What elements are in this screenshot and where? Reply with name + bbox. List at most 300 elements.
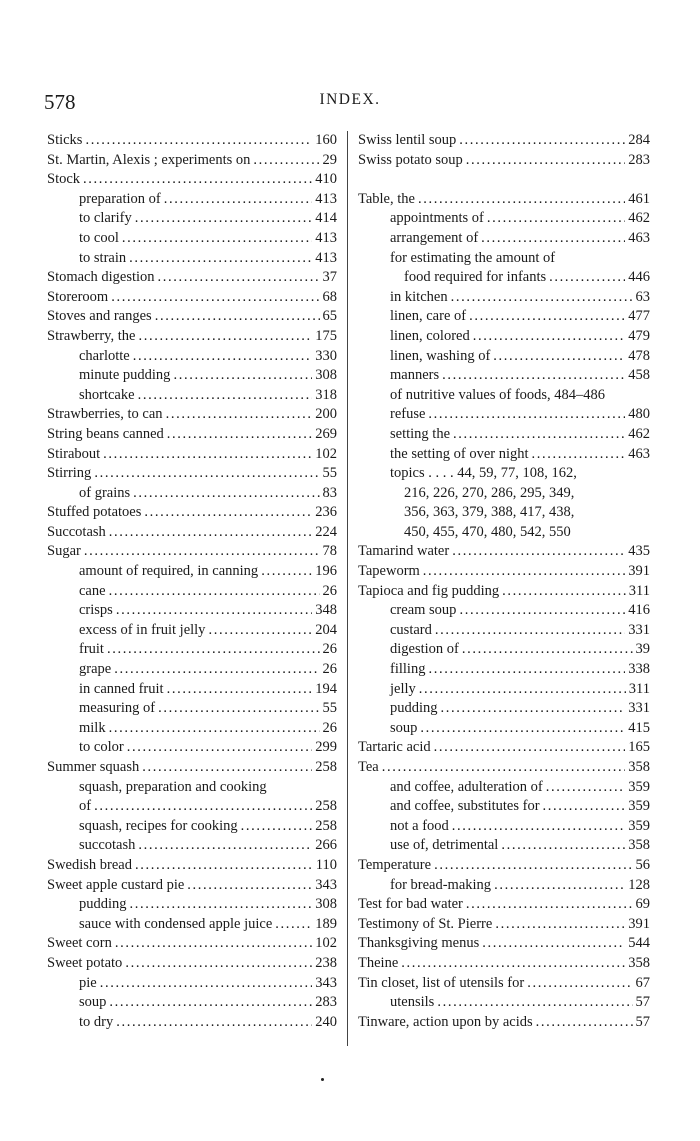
entry-label: Sticks	[47, 132, 83, 148]
index-entry	[47, 151, 337, 171]
index-entry	[47, 915, 337, 935]
leader-dots	[115, 934, 312, 954]
entry-label: squash, recipes for cooking	[79, 817, 238, 834]
entry-label: Swiss lentil soup	[358, 132, 457, 148]
entry-page-number: 462	[628, 425, 650, 442]
entry-page-number: 57	[635, 994, 650, 1011]
leader-dots	[442, 366, 625, 386]
entry-page-number: 311	[628, 680, 650, 697]
entry-label: the setting of over night	[390, 445, 529, 462]
entry-label: appointments of	[390, 210, 484, 227]
leader-dots	[546, 778, 626, 798]
entry-label: Tea	[358, 759, 379, 775]
entry-page-number: 258	[315, 798, 337, 815]
entry-label: Strawberry, the	[47, 327, 136, 344]
leader-dots	[452, 542, 625, 562]
leader-dots	[420, 719, 625, 739]
index-entry	[47, 895, 337, 915]
entry-page-number: 26	[322, 582, 337, 599]
leader-dots	[261, 562, 312, 582]
leader-dots	[549, 268, 625, 288]
leader-dots	[482, 934, 625, 954]
leader-dots	[125, 954, 312, 974]
entry-page-number: 348	[315, 602, 337, 619]
entry-page-number: 110	[315, 856, 337, 873]
index-entry	[47, 386, 337, 406]
index-entry	[358, 719, 650, 739]
index-entry	[47, 170, 337, 190]
entry-page-number: 331	[628, 621, 650, 638]
entry-label: Testimony of St. Pierre	[358, 915, 493, 932]
entry-page-number: 331	[628, 700, 650, 717]
index-entry	[47, 778, 337, 798]
index-entry	[358, 876, 650, 896]
entry-label: Summer squash	[47, 759, 140, 775]
entry-page-number: 359	[628, 798, 650, 815]
index-column-right	[358, 131, 650, 1032]
index-entry	[358, 817, 650, 837]
entry-label: digestion of	[390, 641, 459, 658]
entry-page-number: 415	[628, 719, 650, 736]
leader-dots	[138, 386, 313, 406]
leader-dots	[83, 170, 312, 190]
entry-label: Stock	[47, 171, 81, 188]
index-entry	[47, 974, 337, 994]
index-entry	[47, 425, 337, 445]
entry-label: measuring of	[79, 700, 156, 717]
entry-label: 216, 226, 270, 286, 295, 349,	[404, 484, 575, 501]
index-entry	[358, 249, 650, 269]
leader-dots	[241, 817, 313, 837]
leader-dots	[495, 915, 625, 935]
entry-label: refuse	[390, 406, 426, 423]
leader-dots	[441, 699, 626, 719]
entry-page-number: 359	[628, 817, 650, 834]
entry-label: Stuffed potatoes	[47, 504, 142, 521]
index-entry	[358, 425, 650, 445]
index-entry	[358, 660, 650, 680]
entry-label: shortcake	[79, 386, 135, 403]
entry-label: Swiss potato soup	[358, 151, 463, 168]
leader-dots	[532, 445, 626, 465]
entry-page-number: 358	[628, 837, 650, 854]
index-entry	[358, 366, 650, 386]
leader-dots	[469, 307, 625, 327]
entry-page-number: 461	[628, 190, 650, 207]
leader-dots	[435, 621, 625, 641]
leader-dots	[135, 209, 313, 229]
entry-page-number: 69	[635, 896, 650, 913]
index-entry	[47, 876, 337, 896]
leader-dots	[135, 856, 313, 876]
index-entry	[358, 523, 650, 543]
entry-label: Succotash	[47, 523, 106, 540]
index-entry	[47, 719, 337, 739]
entry-label: for estimating the amount of	[390, 249, 556, 266]
entry-page-number: 238	[315, 954, 337, 971]
entry-label: linen, colored	[390, 327, 470, 344]
index-entry	[358, 738, 650, 758]
entry-page-number: 78	[322, 543, 337, 560]
entry-page-number: 284	[628, 132, 650, 148]
leader-dots	[494, 876, 625, 896]
entry-label: 356, 363, 379, 388, 417, 438,	[404, 504, 575, 521]
leader-dots	[158, 268, 320, 288]
index-entry	[358, 778, 650, 798]
entry-label: cane	[79, 582, 106, 599]
leader-dots	[502, 582, 626, 602]
leader-dots	[428, 660, 625, 680]
leader-dots	[107, 640, 320, 660]
entry-page-number: 413	[315, 190, 337, 207]
entry-page-number: 57	[635, 1013, 650, 1030]
entry-page-number: 29	[322, 151, 337, 168]
entry-page-number: 128	[628, 876, 650, 893]
index-entry	[47, 797, 337, 817]
index-entry	[358, 503, 650, 523]
index-entry	[47, 621, 337, 641]
running-head: INDEX.	[319, 91, 381, 108]
index-entry	[47, 758, 337, 778]
index-entry	[47, 405, 337, 425]
leader-dots	[527, 974, 632, 994]
index-entry	[358, 699, 650, 719]
entry-label: milk	[79, 719, 106, 736]
entry-label: soup	[390, 719, 418, 736]
entry-label: pudding	[79, 896, 127, 913]
entry-page-number: 479	[628, 327, 650, 344]
entry-label: and coffee, substitutes for	[390, 798, 540, 815]
index-entry	[47, 993, 337, 1013]
entry-label: Tapeworm	[358, 563, 420, 580]
entry-page-number: 358	[628, 759, 650, 775]
index-entry	[47, 131, 337, 151]
entry-page-number: 200	[315, 406, 337, 423]
entry-page-number: 65	[322, 308, 337, 325]
leader-dots	[434, 738, 626, 758]
leader-dots	[419, 680, 626, 700]
entry-label: Sweet apple custard pie	[47, 876, 185, 893]
entry-label: Tartaric acid	[358, 739, 431, 756]
entry-label: fruit	[79, 641, 104, 658]
entry-page-number: 283	[628, 151, 650, 168]
index-entry	[47, 954, 337, 974]
entry-label: minute pudding	[79, 367, 171, 384]
entry-label: pie	[79, 974, 97, 991]
entry-label: jelly	[390, 680, 416, 697]
entry-page-number: 311	[628, 582, 650, 599]
entry-label: in kitchen	[390, 288, 448, 305]
index-entry	[358, 229, 650, 249]
leader-dots	[543, 797, 626, 817]
index-entry	[47, 307, 337, 327]
index-entry	[358, 954, 650, 974]
entry-page-number: 55	[322, 700, 337, 717]
index-column-left	[47, 131, 337, 1032]
entry-label: in canned fruit	[79, 680, 164, 697]
leader-dots	[114, 660, 319, 680]
entry-label: Theine	[358, 954, 399, 971]
leader-dots	[466, 895, 633, 915]
entry-page-number: 308	[315, 367, 337, 384]
entry-label: food required for infants	[404, 269, 547, 286]
index-entry	[358, 836, 650, 856]
entry-label: Tinware, action upon by acids	[358, 1013, 533, 1030]
index-entry	[358, 640, 650, 660]
entry-page-number: 68	[322, 288, 337, 305]
entry-page-number: 189	[315, 915, 337, 932]
entry-page-number: 410	[315, 171, 337, 188]
index-entry	[358, 151, 650, 171]
leader-dots	[382, 758, 626, 778]
entry-page-number: 240	[315, 1013, 337, 1030]
entry-label: 450, 455, 470, 480, 542, 550	[404, 523, 571, 540]
entry-page-number: 37	[322, 269, 337, 286]
index-entry	[47, 582, 337, 602]
leader-dots	[127, 738, 313, 758]
leader-dots	[142, 758, 312, 778]
entry-page-number: 391	[628, 563, 650, 580]
entry-label: succotash	[79, 837, 136, 854]
entry-page-number: 26	[322, 641, 337, 658]
entry-label: Sweet corn	[47, 935, 112, 952]
leader-dots	[418, 190, 625, 210]
entry-page-number: 160	[315, 132, 337, 148]
index-entry	[47, 327, 337, 347]
entry-label: and coffee, adulteration of	[390, 778, 543, 795]
index-entry	[358, 856, 650, 876]
entry-label: setting the	[390, 425, 451, 442]
entry-label: St. Martin, Alexis ; experiments on	[47, 151, 251, 168]
leader-dots	[100, 974, 313, 994]
entry-page-number: 308	[315, 896, 337, 913]
entry-label: Stomach digestion	[47, 269, 155, 286]
entry-label: of grains	[79, 484, 131, 501]
index-entry	[358, 327, 650, 347]
index-entry	[47, 1013, 337, 1033]
entry-page-number: 204	[315, 621, 337, 638]
leader-dots	[138, 836, 312, 856]
entry-label: grape	[79, 661, 112, 678]
leader-dots	[94, 464, 319, 484]
entry-label: Swedish bread	[47, 856, 132, 873]
leader-dots	[473, 327, 626, 347]
entry-page-number: 478	[628, 347, 650, 364]
entry-page-number: 83	[322, 484, 337, 501]
entry-label: Test for bad water	[358, 896, 463, 913]
entry-page-number: 194	[315, 680, 337, 697]
index-entry	[47, 249, 337, 269]
entry-label: linen, care of	[390, 308, 467, 325]
entry-label: to strain	[79, 249, 127, 266]
entry-page-number: 480	[628, 406, 650, 423]
index-entry	[358, 680, 650, 700]
entry-label: Stirring	[47, 465, 92, 482]
leader-dots	[116, 601, 312, 621]
entry-label: pudding	[390, 700, 438, 717]
leader-dots	[111, 288, 319, 308]
entry-page-number: 391	[628, 915, 650, 932]
entry-page-number: 39	[635, 641, 650, 658]
index-entry	[358, 974, 650, 994]
index-entry	[47, 268, 337, 288]
index-entry	[358, 209, 650, 229]
entry-page-number: 175	[315, 327, 337, 344]
entry-label: of	[79, 798, 92, 815]
entry-page-number: 63	[635, 288, 650, 305]
entry-page-number: 224	[315, 523, 337, 540]
leader-dots	[94, 797, 312, 817]
entry-label: use of, detrimental	[390, 837, 499, 854]
leader-dots	[164, 190, 313, 210]
index-entry	[358, 464, 650, 484]
index-entry	[358, 190, 650, 210]
entry-page-number: 462	[628, 210, 650, 227]
leader-dots	[434, 856, 632, 876]
entry-label: Sugar	[47, 543, 81, 560]
entry-label: amount of required, in canning	[79, 563, 259, 580]
entry-page-number: 258	[315, 759, 337, 775]
leader-dots	[109, 719, 320, 739]
index-entry	[47, 640, 337, 660]
entry-page-number: 236	[315, 504, 337, 521]
leader-dots	[133, 347, 313, 367]
index-entry	[47, 680, 337, 700]
entry-label: linen, washing of	[390, 347, 491, 364]
leader-dots	[481, 229, 625, 249]
entry-page-number: 544	[628, 935, 650, 952]
leader-dots	[109, 523, 312, 543]
index-entry	[358, 386, 650, 406]
index-entry	[358, 621, 650, 641]
entry-label: excess of in fruit jelly	[79, 621, 206, 638]
leader-dots	[208, 621, 312, 641]
entry-label: utensils	[390, 994, 435, 1011]
leader-dots	[453, 425, 625, 445]
index-entry	[47, 523, 337, 543]
leader-dots	[462, 640, 633, 660]
entry-page-number: 435	[628, 543, 650, 560]
column-divider	[347, 131, 348, 1046]
leader-dots	[109, 993, 312, 1013]
entry-label: cream soup	[390, 602, 457, 619]
entry-page-number: 55	[322, 465, 337, 482]
page-number: 578	[44, 90, 76, 114]
entry-label: to color	[79, 739, 124, 756]
index-entry	[358, 895, 650, 915]
leader-dots	[133, 484, 319, 504]
entry-label: to cool	[79, 229, 119, 246]
entry-label: topics . . . . 44, 59, 77, 108, 162,	[390, 465, 577, 482]
leader-dots	[84, 542, 320, 562]
entry-page-number: 67	[635, 974, 650, 991]
index-entry	[47, 209, 337, 229]
entry-label: sauce with condensed apple juice	[79, 915, 273, 932]
leader-dots	[167, 425, 312, 445]
entry-page-number: 343	[315, 974, 337, 991]
entry-page-number: 338	[628, 661, 650, 678]
entry-page-number: 269	[315, 425, 337, 442]
entry-label: custard	[390, 621, 432, 638]
entry-label: Table, the	[358, 190, 415, 207]
index-entry	[358, 582, 650, 602]
index-entry	[47, 699, 337, 719]
index-entry	[358, 993, 650, 1013]
index-entry	[47, 856, 337, 876]
entry-page-number: 266	[315, 837, 337, 854]
leader-dots	[129, 249, 312, 269]
index-entry	[47, 484, 337, 504]
index-entry	[358, 445, 650, 465]
entry-page-number: 416	[628, 602, 650, 619]
leader-dots	[253, 151, 319, 171]
entry-page-number: 343	[315, 876, 337, 893]
entry-page-number: 414	[315, 210, 337, 227]
leader-dots	[466, 151, 626, 171]
index-entry	[47, 445, 337, 465]
index-entry	[47, 562, 337, 582]
index-entry	[47, 738, 337, 758]
entry-label: Tapioca and fig pudding	[358, 582, 500, 599]
index-entry	[47, 934, 337, 954]
entry-label: squash, preparation and cooking	[79, 778, 267, 795]
entry-label: for bread-making	[390, 876, 492, 893]
entry-page-number: 102	[315, 935, 337, 952]
entry-label: manners	[390, 367, 440, 384]
entry-label: crisps	[79, 602, 113, 619]
entry-page-number: 330	[315, 347, 337, 364]
leader-dots	[423, 562, 625, 582]
entry-page-number: 165	[628, 739, 650, 756]
leader-dots	[536, 1013, 633, 1033]
index-entry	[47, 542, 337, 562]
leader-dots	[167, 680, 313, 700]
index-entry	[47, 288, 337, 308]
leader-dots	[130, 895, 313, 915]
entry-page-number: 283	[315, 994, 337, 1011]
index-entry	[47, 503, 337, 523]
index-entry	[358, 601, 650, 621]
leader-dots	[122, 229, 312, 249]
leader-dots	[487, 209, 625, 229]
index-entry	[47, 817, 337, 837]
entry-label: Strawberries, to can	[47, 406, 163, 423]
leader-dots	[437, 993, 632, 1013]
entry-label: Sweet potato	[47, 954, 123, 971]
index-entry	[47, 229, 337, 249]
index-entry	[358, 170, 650, 190]
leader-dots	[166, 405, 313, 425]
entry-page-number: 413	[315, 229, 337, 246]
leader-dots	[501, 836, 625, 856]
index-entry	[47, 836, 337, 856]
leader-dots	[187, 876, 312, 896]
leader-dots	[173, 366, 312, 386]
entry-page-number: 196	[315, 563, 337, 580]
leader-dots	[451, 288, 633, 308]
leader-dots	[103, 445, 312, 465]
leader-dots	[401, 954, 625, 974]
footer-mark	[321, 1078, 324, 1081]
entry-label: Tamarind water	[358, 543, 450, 560]
entry-label: Tin closet, list of utensils for	[358, 974, 525, 991]
entry-label: soup	[79, 994, 107, 1011]
entry-label: filling	[390, 661, 426, 678]
index-entry	[358, 484, 650, 504]
entry-page-number: 446	[628, 269, 650, 286]
entry-page-number: 318	[315, 386, 337, 403]
index-entry	[358, 405, 650, 425]
